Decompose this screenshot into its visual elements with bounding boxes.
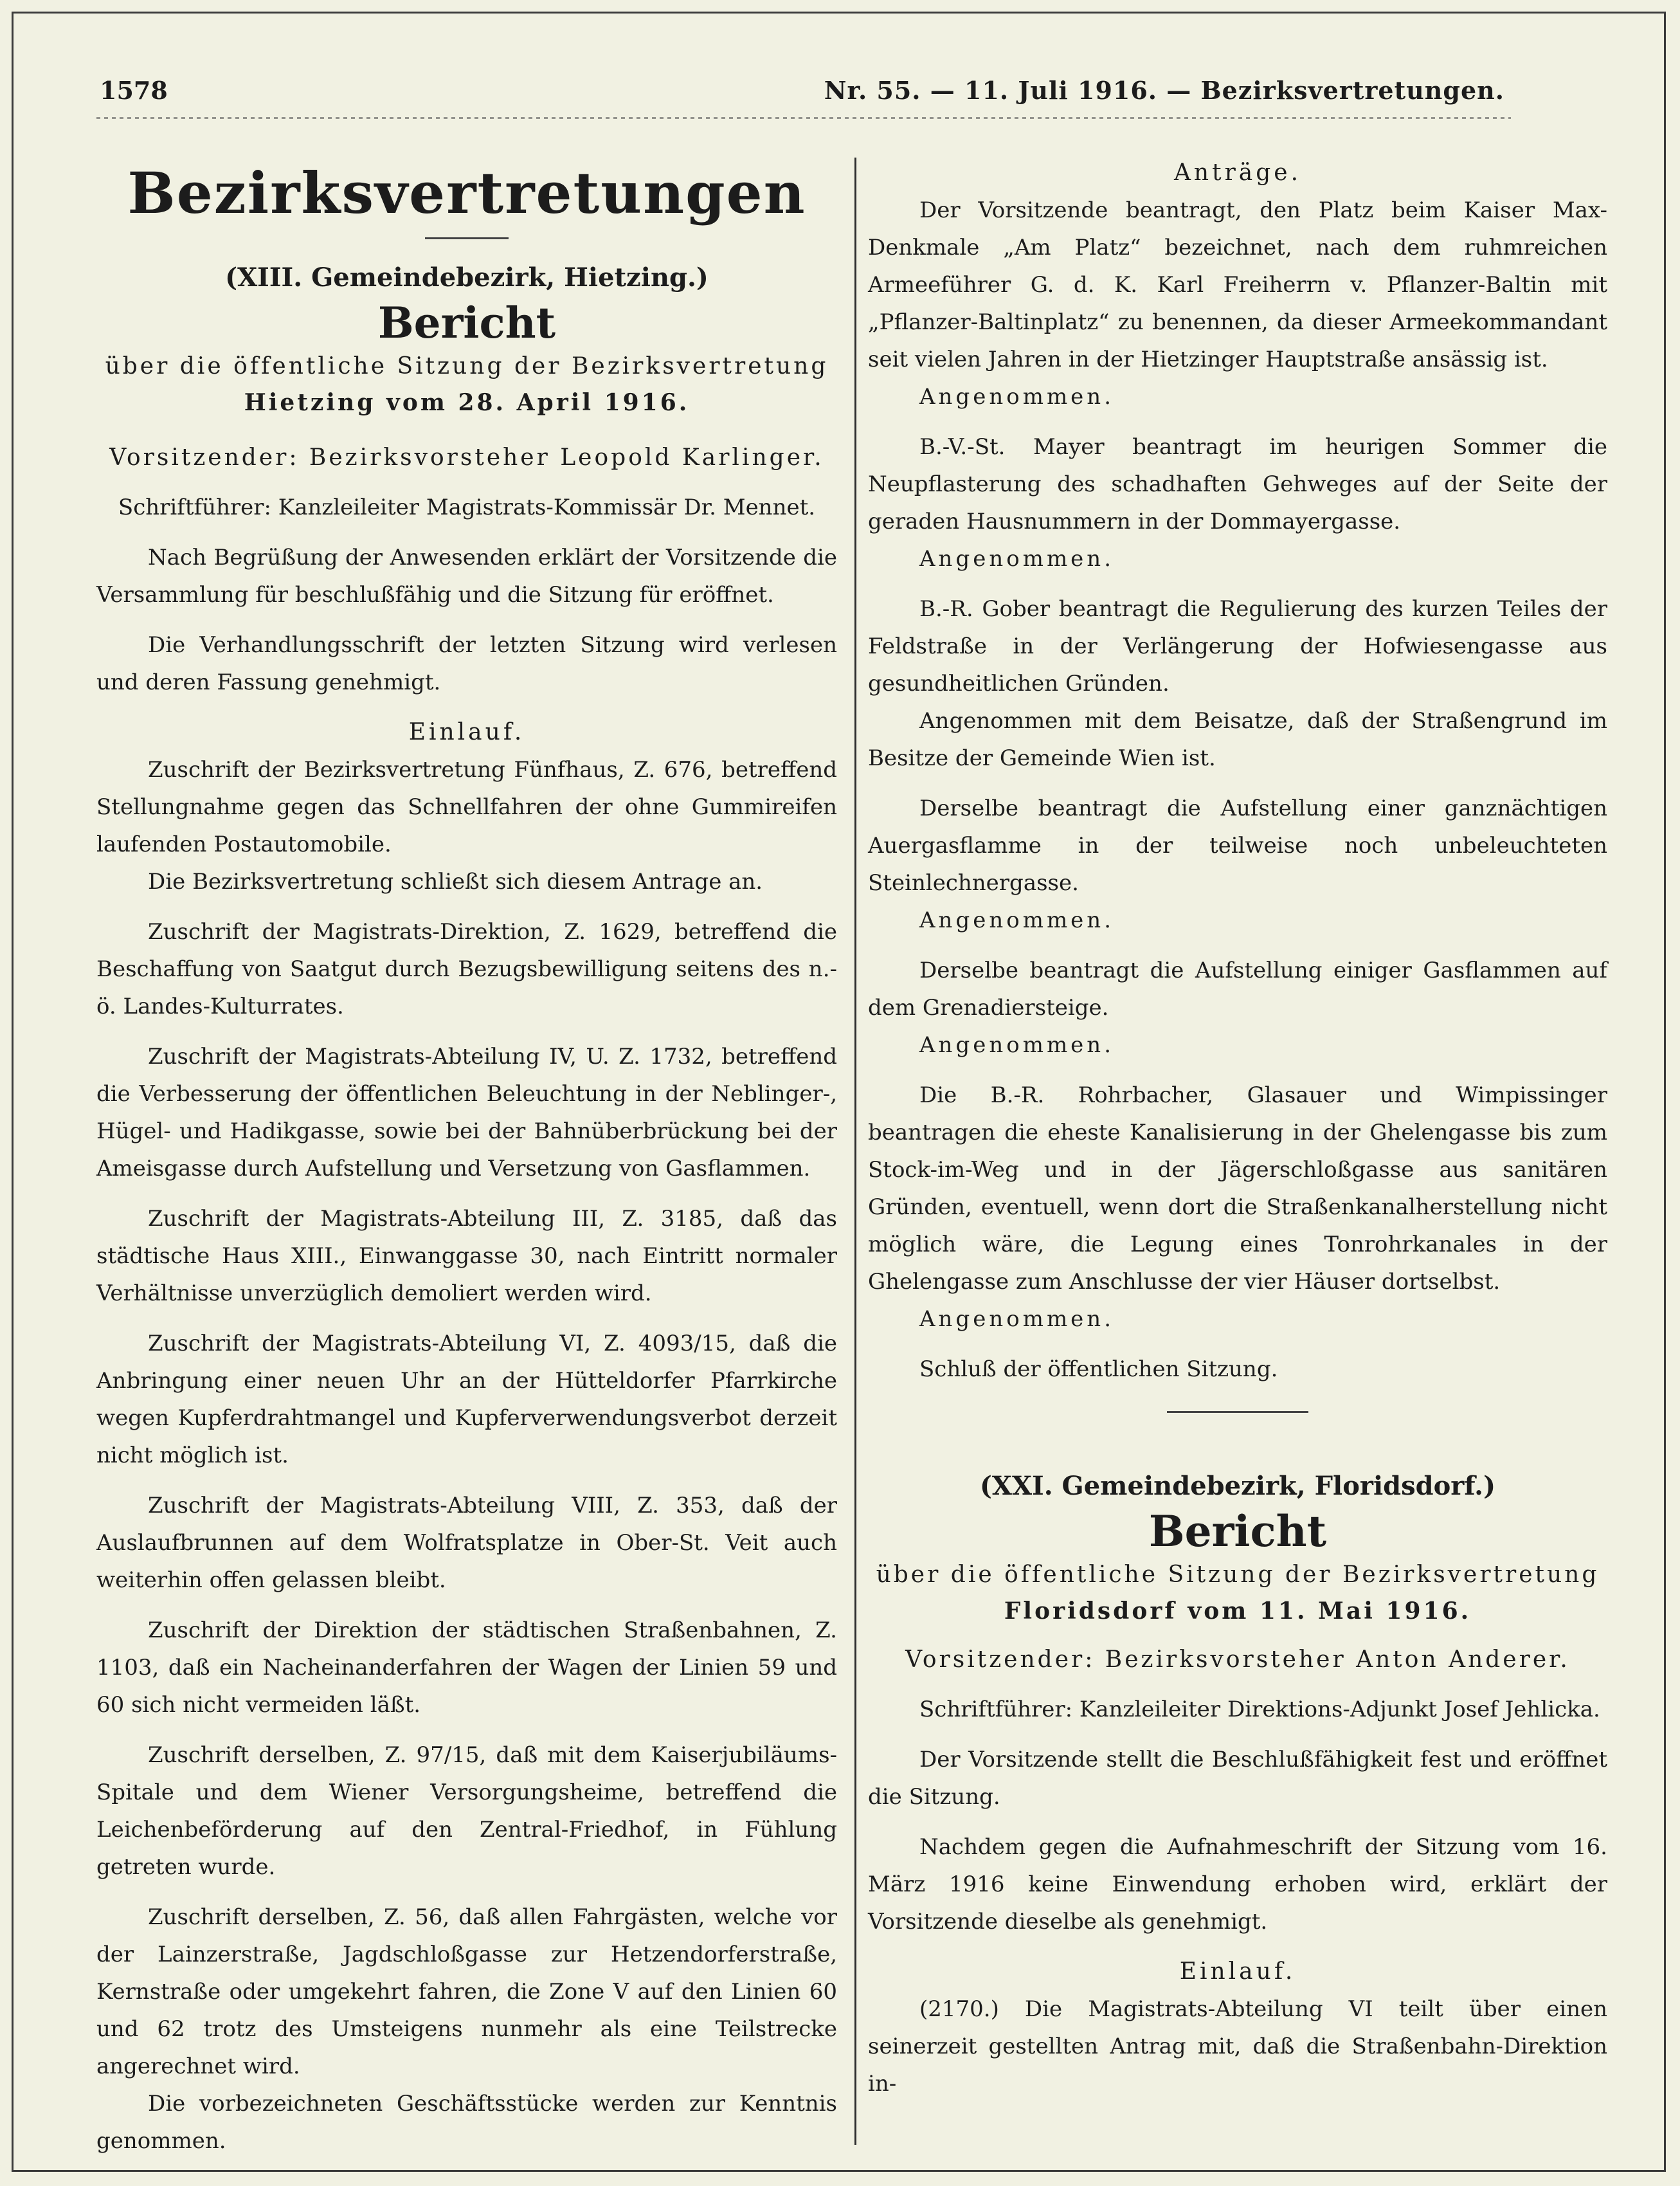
secretary-line: Schriftführer: Kanzleileiter Magistrats-Kommissär Dr. Mennet. (118, 495, 816, 520)
district-heading: (XIII. Gemeindebezirk, Hietzing.) (225, 262, 709, 293)
motion-feldstrasse: B.-R. Gober beantragt die Regulierung des kurzen Teiles der Feldstraße in der Verlängerung der Hofwiesengasse aus gesundheitlichen Gründen. (868, 596, 1607, 697)
chair-line-2: Vorsitzender: Bezirksvorsteher Anton Anderer. (905, 1646, 1570, 1673)
motion-kanalisierung-result: Angenommen. (919, 1306, 1115, 1332)
item-fuenfhaus-decision: Die Bezirksvertretung schließt sich diesem Antrage an. (148, 869, 763, 895)
left-column (96, 154, 837, 2160)
motion-auergas-result: Angenommen. (919, 907, 1115, 933)
report-subtitle-2-1: über die öffentliche Sitzung der Bezirksvertretung (876, 1562, 1600, 1588)
einlauf-heading: Einlauf. (408, 719, 525, 745)
right-column (868, 154, 1607, 2102)
item-fuenfhaus: Zuschrift der Bezirksvertretung Fünfhaus, Z. 676, betreffend Stellungnahme gegen das Schnellfahren der ohne Gummireifen laufenden Postautomobile. (96, 757, 837, 857)
motion-platz-result: Angenommen. (919, 384, 1115, 410)
motion-grenadiersteig: Derselbe beantragt die Aufstellung einiger Gasflammen auf dem Grenadiersteige. (868, 958, 1607, 1021)
report-subtitle-2-2: Floridsdorf vom 11. Mai 1916. (1004, 1598, 1472, 1625)
report-subtitle-1: über die öffentliche Sitzung der Bezirksvertretung (105, 353, 829, 379)
antraege-heading: Anträge. (1173, 159, 1302, 186)
column-divider (854, 158, 856, 2145)
item-brunnen: Zuschrift der Magistrats-Abteilung VIII, Z. 353, daß der Auslaufbrunnen auf dem Wolfratsplatze in Ober-St. Veit auch weiterhin offen gelassen bleibt. (96, 1493, 837, 1593)
item-einwanggasse: Zuschrift der Magistrats-Abteilung III, Z. 3185, daß das städtische Haus XIII., Einwanggasse 30, nach Eintritt normaler Verhältnisse unverzüglich demoliert werden wird. (96, 1206, 837, 1306)
item-uhr: Zuschrift der Magistrats-Abteilung VI, Z. 4093/15, daß die Anbringung einer neuen Uhr an der Hütteldorfer Pfarrkirche wegen Kupferdrahtmangel und Kupferverwendungsverbot derzeit nicht möglich ist. (96, 1331, 837, 1468)
einlauf-heading-2: Einlauf. (1179, 1958, 1296, 1985)
motion-auergas: Derselbe beantragt die Aufstellung einer ganznächtigen Auergasflamme in der teilweise noch unbeleuchteten Steinlechnergasse. (868, 796, 1607, 896)
motion-feldstrasse-result: Angenommen mit dem Beisatze, daß der Straßengrund im Besitze der Gemeinde Wien ist. (868, 708, 1607, 771)
district-heading-2: (XXI. Gemeindebezirk, Floridsdorf.) (980, 1471, 1495, 1501)
report-subtitle-2: Hietzing vom 28. April 1916. (244, 389, 690, 416)
item-beleuchtung: Zuschrift der Magistrats-Abteilung IV, U. Z. 1732, betreffend die Verbesserung der öffentlichen Beleuchtung in der Neblinger-, Hügel- und Hadikgasse, sowie bei der Bahnüberbrückung bei der Ameisgasse durch Aufstellung und Versetzung von Gasflammen. (96, 1044, 837, 1181)
running-head: Nr. 55. — 11. Juli 1916. — Bezirksvertretungen. (824, 76, 1504, 105)
header-rule (96, 117, 1511, 119)
report-heading-2: Bericht (1148, 1506, 1327, 1556)
report-heading: Bericht (377, 298, 556, 348)
secretary-line-2: Schriftführer: Kanzleileiter Direktions-Adjunkt Josef Jehlicka. (919, 1697, 1600, 1722)
motion-platz: Der Vorsitzende beantragt, den Platz beim Kaiser Max-Denkmale „Am Platz“ bezeichnet, nach dem ruhmreichen Armeeführer G. d. K. Karl Freiherrn v. Pflanzer-Baltin mit „Pflanzer-Baltinplatz“ zu benennen, da dieser Armeekommandant seit vielen Jahren in der Hietzinger Hauptstraße ansässig ist. (868, 197, 1607, 372)
page-header (100, 76, 1504, 114)
motion-kanalisierung: Die B.-R. Rohrbacher, Glasauer und Wimpissinger beantragen die eheste Kanalisierung in der Ghelengasse bis zum Stock-im-Weg und in der Jägerschloßgasse aus sanitären Gründen, eventuell, wenn dort die Straßenkanalherstellung nicht möglich wäre, die Legung eines Tonrohrkanales in der Ghelengasse zum Anschlusse der vier Häuser dortselbst. (868, 1082, 1607, 1295)
section-separator (1167, 1411, 1308, 1413)
section-title: Bezirksvertretungen (127, 159, 806, 226)
item-2170: (2170.) Die Magistrats-Abteilung VI teilt über einen seinerzeit gestellten Antrag mit, daß die Straßenbahn-Direktion in- (868, 1996, 1607, 2097)
item-leichenbefoerderung: Zuschrift derselben, Z. 97/15, daß mit dem Kaiserjubiläums-Spitale und dem Wiener Versorgungsheime, betreffend die Leichenbeförderung auf den Zentral-Friedhof, in Fühlung getreten wurde. (96, 1742, 837, 1880)
opening-paragraph: Nach Begrüßung der Anwesenden erklärt der Vorsitzende die Versammlung für beschlußfähig und die Sitzung für eröffnet. (96, 545, 837, 608)
items-noted: Die vorbezeichneten Geschäftsstücke werden zur Kenntnis genommen. (96, 2091, 837, 2154)
motion-pflasterung-result: Angenommen. (919, 546, 1115, 572)
page-number: 1578 (100, 76, 168, 105)
title-rule (425, 237, 509, 239)
motion-pflasterung: B.-V.-St. Mayer beantragt im heurigen Sommer die Neupflasterung des schadhaften Gehweges auf der Seite der geraden Hausnummern in der Dommayergasse. (868, 434, 1607, 534)
motion-grenadiersteig-result: Angenommen. (919, 1032, 1115, 1058)
session-close: Schluß der öffentlichen Sitzung. (919, 1356, 1278, 1382)
item-strassenbahn: Zuschrift der Direktion der städtischen Straßenbahnen, Z. 1103, daß ein Nacheinanderfahren der Wagen der Linien 59 und 60 sich nicht vermeiden läßt. (96, 1617, 837, 1718)
minutes-paragraph: Die Verhandlungsschrift der letzten Sitzung wird verlesen und deren Fassung genehmigt. (96, 632, 837, 695)
minutes-paragraph-2: Nachdem gegen die Aufnahmeschrift der Sitzung vom 16. März 1916 keine Einwendung erhoben wird, erklärt der Vorsitzende dieselbe als genehmigt. (868, 1834, 1607, 1935)
item-saatgut: Zuschrift der Magistrats-Direktion, Z. 1629, betreffend die Beschaffung von Saatgut durch Bezugsbewilligung seitens des n.-ö. Landes-Kulturrates. (96, 919, 837, 1019)
chair-line: Vorsitzender: Bezirksvorsteher Leopold Karlinger. (109, 444, 824, 471)
opening-paragraph-2: Der Vorsitzende stellt die Beschlußfähigkeit fest und eröffnet die Sitzung. (868, 1747, 1607, 1810)
item-fahrgaeste: Zuschrift derselben, Z. 56, daß allen Fahrgästen, welche vor der Lainzerstraße, Jagdschloßgasse zur Hetzendorferstraße, Kernstraße oder umgekehrt fahren, die Zone V auf den Linien 60 und 62 trotz des Umsteigens nunmehr als eine Teilstrecke angerechnet wird. (96, 1904, 837, 2079)
